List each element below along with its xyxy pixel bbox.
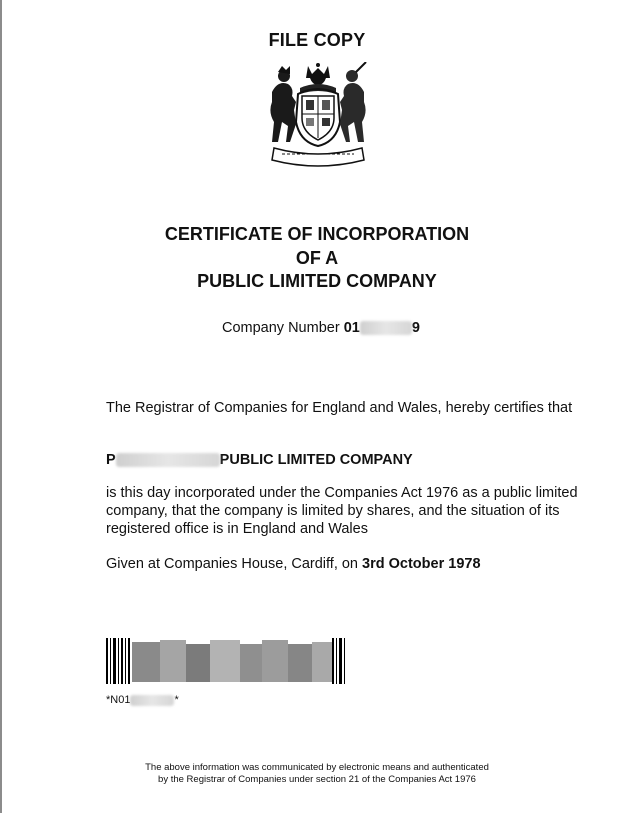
footer-note <box>0 762 634 786</box>
given-text: Given at Companies House, Cardiff, on <box>106 556 359 572</box>
certificate-title-line-1: CERTIFICATE OF INCORPORATION <box>164 224 470 244</box>
certificate-title-line-3: PUBLIC LIMITED COMPANY <box>197 271 437 291</box>
barcode-text-start: *N01 <box>106 694 131 706</box>
company-number-label: Company Number <box>222 320 340 336</box>
company-name-end: PUBLIC LIMITED COMPANY <box>219 452 413 468</box>
barcode-text <box>106 694 179 706</box>
company-name <box>106 451 596 469</box>
barcode-redaction-blur <box>132 640 332 682</box>
royal-coat-of-arms-icon <box>260 62 376 168</box>
barcode <box>106 638 346 684</box>
company-number-value-end: 9 <box>411 320 420 336</box>
certificate-title-line-2: OF A <box>295 248 339 268</box>
footer-line-1: The above information was communicated by electronic means and authenticated <box>145 762 489 773</box>
file-copy-heading: FILE COPY <box>268 30 366 50</box>
redacted-barcode-text <box>130 695 174 706</box>
company-name-start: P <box>106 452 116 468</box>
redacted-company-number <box>360 321 412 335</box>
given-date: 3rd October 1978 <box>362 556 481 572</box>
company-number-value-start: 01 <box>343 320 360 336</box>
given-statement <box>106 555 596 573</box>
company-number-value <box>344 320 420 336</box>
incorporation-statement: is this day incorporated under the Companies Act 1976 as a public limited company, that the company is limited by shares, and the situation of its registered office is in England and Wales <box>106 485 578 537</box>
barcode-text-end: * <box>174 694 179 706</box>
company-number <box>222 320 420 336</box>
page-left-border <box>0 0 2 813</box>
registrar-statement: The Registrar of Companies for England and Wales, hereby certifies that <box>106 400 573 416</box>
redacted-company-name <box>116 453 220 467</box>
footer-line-2: by the Registrar of Companies under section 21 of the Companies Act 1976 <box>158 774 476 785</box>
